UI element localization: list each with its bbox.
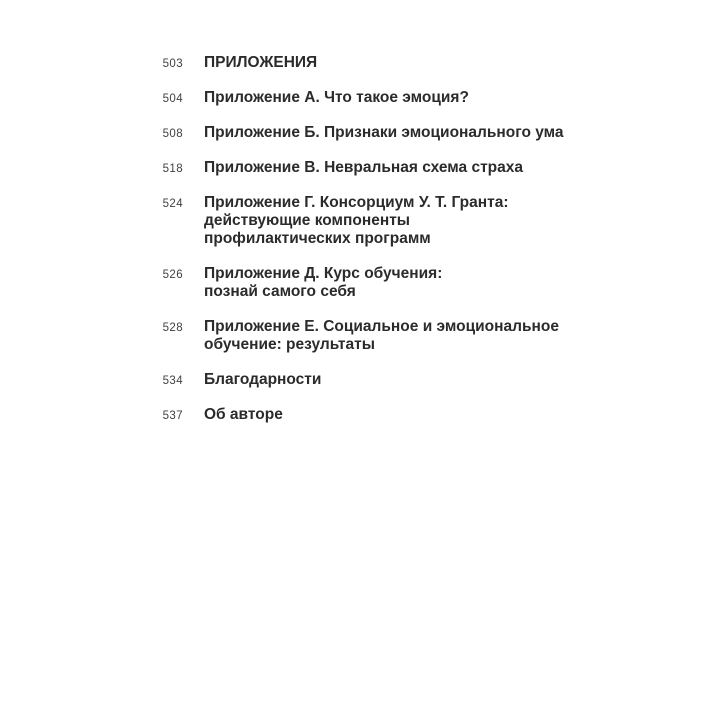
toc-entry-appendix-g <box>120 194 600 248</box>
toc-page-number: 526 <box>162 269 183 281</box>
toc-entry-appendices-heading <box>120 54 600 72</box>
toc-entry-title <box>204 54 317 72</box>
toc-page-number: 537 <box>162 410 183 422</box>
toc-entry-line: Приложение Г. Консорциум У. Т. Гранта: <box>204 194 509 211</box>
toc-entry-line: Приложение Д. Курс обучения: <box>204 265 443 282</box>
toc-entry-title <box>204 318 559 354</box>
table-of-contents <box>120 54 600 441</box>
toc-page-number: 524 <box>162 198 183 210</box>
toc-entry-line: Благодарности <box>204 371 322 388</box>
toc-entry-line: действующие компоненты <box>204 212 411 229</box>
toc-page-number: 518 <box>162 163 183 175</box>
toc-entry-line: познай самого себя <box>204 283 356 300</box>
toc-entry-appendix-d <box>120 265 600 301</box>
toc-entry-title <box>204 265 442 301</box>
toc-page-number: 508 <box>162 128 183 140</box>
toc-entry-line: обучение: результаты <box>204 336 375 353</box>
toc-entry-title <box>204 124 564 142</box>
toc-entry-title <box>204 371 321 389</box>
toc-entry-title <box>204 159 523 177</box>
toc-entry-title <box>204 194 509 248</box>
toc-entry-line: ПРИЛОЖЕНИЯ <box>204 54 318 71</box>
toc-entry-appendix-b <box>120 124 600 142</box>
toc-entry-acknowledgements <box>120 371 600 389</box>
toc-entry-line: Приложение Е. Социальное и эмоциональное <box>204 318 559 335</box>
toc-entry-line: Об авторе <box>204 406 283 423</box>
toc-entry-line: Приложение А. Что такое эмоция? <box>204 89 469 106</box>
toc-page-number: 528 <box>162 322 183 334</box>
toc-page-number: 534 <box>162 375 183 387</box>
toc-entry-line: профилактических программ <box>204 230 431 247</box>
toc-entry-about-author <box>120 406 600 424</box>
toc-page-number: 504 <box>162 93 183 105</box>
toc-page-number: 503 <box>162 58 183 70</box>
toc-entry-line: Приложение Б. Признаки эмоционального ума <box>204 124 564 141</box>
toc-entry-title <box>204 406 283 424</box>
toc-entry-appendix-v <box>120 159 600 177</box>
toc-entry-line: Приложение В. Невральная схема страха <box>204 159 524 176</box>
toc-entry-appendix-e <box>120 318 600 354</box>
toc-entry-title <box>204 89 469 107</box>
toc-entry-appendix-a <box>120 89 600 107</box>
